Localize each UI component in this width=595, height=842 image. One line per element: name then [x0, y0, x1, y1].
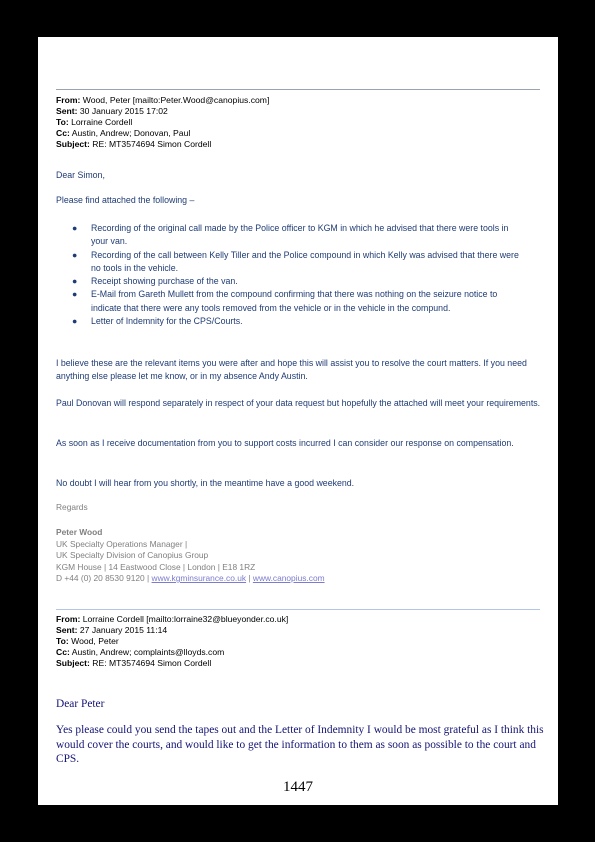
signature-division: UK Specialty Division of Canopius Group — [56, 550, 209, 560]
bullet-icon: ● — [72, 276, 78, 287]
email2-from: From: Lorraine Cordell [mailto:lorraine32@blueyonder.co.uk] — [56, 614, 289, 624]
document-page — [38, 37, 558, 805]
bullet-icon: ● — [72, 223, 78, 233]
email1-intro: Please find attached the following – — [56, 195, 195, 205]
email1-from: From: Wood, Peter [mailto:Peter.Wood@canopius.com] — [56, 95, 270, 105]
signature-contact: D +44 (0) 20 8530 9120 | www.kgminsurance.co.uk | www.canopius.com — [56, 573, 325, 583]
email2-greeting: Dear Peter — [56, 698, 105, 710]
bullet-icon: ● — [72, 289, 78, 300]
list-item: ● Receipt showing purchase of the van. — [56, 275, 526, 288]
bullet-icon: ● — [72, 316, 78, 327]
list-item: ● E-Mail from Gareth Mullett from the compound confirming that there was nothing on the seizure notice to indicate that there were any tools removed from the vehicle or in the vehicle in the compund. — [72, 289, 498, 313]
email-signature — [56, 527, 325, 585]
signature-address: KGM House | 14 Eastwood Close | London | E18 1RZ — [56, 561, 256, 572]
email2-to: To: Wood, Peter — [56, 636, 119, 646]
email1-body — [56, 37, 546, 497]
email2-sent: Sent: 27 January 2015 11:14 — [56, 625, 168, 635]
email1-paragraph: Paul Donovan will respond separately in respect of your data request but hopefully the attached will meet your requirements. — [56, 398, 541, 408]
email2-cc: Cc: Austin, Andrew; complaints@lloyds.com — [56, 647, 225, 657]
bullet-icon: ● — [72, 249, 78, 260]
email1-greeting: Dear Simon, — [56, 170, 105, 180]
email1-subject: Subject: RE: MT3574694 Simon Cordell — [56, 139, 212, 149]
attachment-list — [56, 222, 526, 328]
email1-to: To: Lorraine Cordell — [56, 117, 133, 127]
regards: Regards — [56, 502, 88, 512]
email2-subject: Subject: RE: MT3574694 Simon Cordell — [56, 658, 212, 668]
email1-paragraph: As soon as I receive documentation from you to support costs incurred I can consider our response on compensation. — [56, 438, 514, 448]
list-item: ● Recording of the call between Kelly Tiller and the Police compound in which Kelly was advised that there were no tools in the vehicle. — [72, 249, 519, 273]
signature-title: UK Specialty Operations Manager | — [56, 538, 188, 549]
email1-paragraph: No doubt I will hear from you shortly, in the meantime have a good weekend. — [56, 478, 355, 488]
kgm-website-link[interactable]: www.kgminsurance.co.uk — [151, 573, 247, 583]
page-number: 1447 — [283, 779, 313, 795]
email1-cc: Cc: Austin, Andrew; Donovan, Paul — [56, 128, 191, 138]
email1-paragraph: I believe these are the relevant items you were after and hope this will assist you to resolve the court matters. If you need anything else please let me know, or in my absence Andy Austin. — [56, 358, 527, 382]
list-item: ● Letter of Indemnity for the CPS/Courts. — [56, 315, 526, 328]
list-item: ● Recording of the original call made by the Police officer to KGM in which he advised that there were tools in your van. — [72, 223, 509, 247]
email2-body: Yes please could you send the tapes out and the Letter of Indemnity I would be most grateful as I think this would cover the courts, and would like to get the information to them as soon as possible to the court and CPS. — [56, 724, 544, 766]
canopius-website-link[interactable]: www.canopius.com — [252, 573, 325, 583]
signature-name: Peter Wood — [56, 527, 103, 537]
email-divider — [56, 609, 540, 610]
email1-sent: Sent: 30 January 2015 17:02 — [56, 106, 168, 116]
